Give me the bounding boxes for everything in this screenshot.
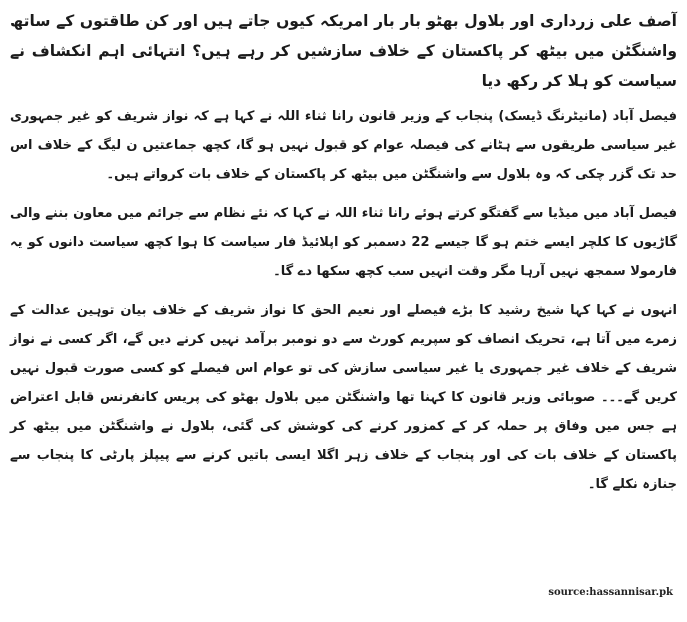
article-paragraph: انہوں نے کہا کہا شیخ رشید کا بڑے فیصلے اور نعیم الحق کا نواز شریف کے خلاف بیان توہین عدالت کے زمرے میں آتا ہے، تحریک انصاف کو سپریم کورٹ سے دو نومبر برآمد نہیں کرنے دیں گے، اگر کسی نے نواز شریف کے خلاف غیر جمہوری یا غیر سیاسی سازش کی تو عوام اس فیصلے کو کسی صورت قبول نہیں کریں گے۔۔۔ صوبائی وزیر قانون کا کہنا تھا واشنگٹن میں بلاول بھٹو کی پریس کانفرنس قابل اعتراض ہے جس میں وفاق پر حملہ کر کے کمزور کرنے کی کوشش کی گئی، بلاول نے واشنگٹن میں بیٹھ کر پاکستان کے خلاف بات کی اور پنجاب کے خلاف زہر اگلا ایسی باتیں کرنے سے پیپلز پارٹی کا پنجاب سے جنازہ نکلے گا۔ xyxy=(10,303,677,492)
source-credit: source:hassannisar.pk xyxy=(548,587,673,598)
article-headline: آصف علی زرداری اور بلاول بھٹو بار بار امریکہ کیوں جاتے ہیں اور کن طاقتوں کے ساتھ واشنگٹن میں بیٹھ کر پاکستان کے خلاف سازشیں کر رہے ہیں؟ انتہائی اہم انکشاف نے سیاست کو ہلا کر رکھ دیا xyxy=(10,12,677,90)
article xyxy=(10,6,677,509)
article-paragraph: فیصل آباد (مانیٹرنگ ڈیسک) پنجاب کے وزیر قانون رانا ثناء اللہ نے کہا ہے کہ نواز شریف کو غیر جمہوری غیر سیاسی طریقوں سے ہٹانے کی فیصلہ عوام کو قبول نہیں ہو گا، کچھ جماعتیں ن لیگ کے خلاف اس حد تک گزر چکی کہ وہ بلاول سے واشنگٹن میں بیٹھ کر پاکستان کے خلاف بات کرواتے ہیں۔ xyxy=(10,109,677,182)
article-paragraph: فیصل آباد میں میڈیا سے گفتگو کرتے ہوئے رانا ثناء اللہ نے کہا کہ نئے نظام سے جرائم میں معاون بننے والی گاڑیوں کا کلچر ایسے ختم ہو گا جیسے 22 دسمبر کو اپلائیڈ فار سیاست کا ہوا کچھ سیاست دانوں کو یہ فارمولا سمجھ نہیں آرہا مگر وقت انہیں سب کچھ سکھا دے گا۔ xyxy=(10,206,677,279)
